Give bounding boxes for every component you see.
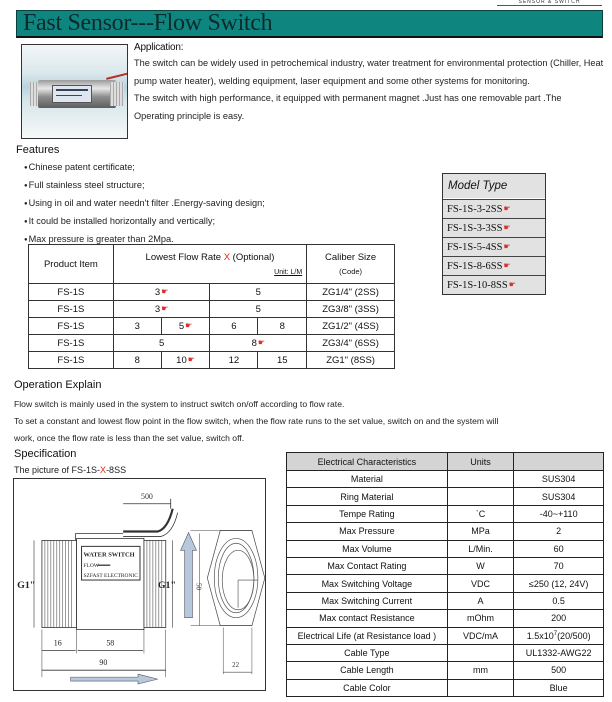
header-units: Units (447, 453, 514, 471)
unit-label: Unit: L/M (274, 269, 303, 276)
svg-text:50: 50 (194, 583, 202, 590)
title-band (16, 10, 603, 38)
model-item: FS-1S-3-3SS☛ (443, 218, 545, 237)
application-paragraph-2: The switch with high performance, it equipped with permanent magnet .Just has one removable part .The Operating principle is easy. (134, 93, 562, 121)
electrical-characteristics-table (286, 452, 604, 697)
table-row: FS-1S 8 10☛ 12 15 ZG1" (8SS) (29, 352, 395, 369)
pointing-hand-icon: ☛ (161, 286, 169, 296)
svg-text:22: 22 (232, 662, 240, 670)
table-row: FS-1S 3☛ 5 ZG1/4" (2SS) (29, 284, 395, 301)
header-product-item: Product Item (29, 245, 114, 284)
table-row: Cable Color Blue (287, 679, 604, 696)
table-row: Cable Type UL1332-AWG22 (287, 644, 604, 661)
pointing-hand-icon: ☛ (503, 261, 511, 270)
pointing-hand-icon: ☛ (257, 337, 266, 347)
vertical-flow-arrow (181, 532, 197, 617)
svg-text:SZFAST ELECTRONIC: SZFAST ELECTRONIC (83, 573, 138, 580)
flow-direction-arrow (71, 674, 158, 684)
feature-item: ● It could be installed horizontally and vertically; (24, 213, 265, 231)
table-row: FS-1S 5 8☛ ZG3/4" (6SS) (29, 335, 395, 352)
corner-caption: SENSOR & SWITCH (497, 0, 602, 6)
header-value (514, 453, 604, 471)
model-item: FS-1S-8-6SS☛ (443, 256, 545, 275)
page-title: Fast Sensor---Flow Switch (23, 10, 273, 36)
flow-rate-table (28, 244, 395, 369)
model-type-box (442, 173, 546, 295)
cable-wire (106, 72, 128, 80)
model-item: FS-1S-5-4SS☛ (443, 237, 545, 256)
table-header-row (29, 245, 395, 284)
table-row: Max Contact Rating W 70 (287, 557, 604, 574)
switch-label (52, 85, 92, 103)
cable-length-dim: 500 (140, 491, 153, 501)
svg-text:90: 90 (99, 658, 108, 668)
table-row: FS-1S 3 5☛ 6 8 ZG1/2" (4SS) (29, 318, 395, 335)
table-row: Max Pressure MPa 2 (287, 523, 604, 540)
product-photo (21, 44, 128, 139)
feature-item: ● Using in oil and water needn't filter .Energy-saving design; (24, 195, 265, 213)
pointing-hand-icon: ☛ (161, 303, 169, 313)
feature-item: ● Full stainless steel structure; (24, 177, 265, 195)
dimension-diagram (13, 478, 266, 691)
features-heading: Features (16, 144, 60, 156)
table-row: Ring Material SUS304 (287, 488, 604, 505)
feature-item: ● Chinese patent certificate; (24, 159, 265, 177)
pointing-hand-icon: ☛ (503, 242, 511, 251)
operation-paragraph-1: Flow switch is mainly used in the system to instruct switch on/off according to flow rate. (14, 399, 345, 409)
thread-right-label: G1" (157, 579, 176, 591)
svg-text:WATER SWITCH: WATER SWITCH (83, 551, 135, 559)
table-header-row (287, 453, 604, 471)
application-paragraph-1: The switch can be widely used in petrochemical industry, water treatment for environmental protection (Chiller, Heat pump water heater), welding equipment, laser equipment and some other systems for monitoring. (134, 58, 604, 86)
table-row: Max contact Resistance mOhm 200 (287, 610, 604, 627)
features-list (24, 159, 265, 249)
table-row: Cable Length mm 500 (287, 662, 604, 679)
table-row: Tempe Rating ˋC -40~+110 (287, 505, 604, 522)
svg-text:16: 16 (53, 638, 62, 648)
model-item: FS-1S-3-2SS☛ (443, 199, 545, 218)
operation-paragraph-3: work, once the flow rate is less than the set value, switch off. (14, 433, 245, 443)
table-row: Electrical Life (at Resistance load ) VDC/mA $1.5x10^7(20/500)$ (287, 627, 604, 644)
model-item: FS-1S-10-8SS☛ (443, 275, 545, 294)
svg-text:FLOW: FLOW (83, 563, 99, 570)
table-row: FS-1S 3☛ 5 ZG3/8" (3SS) (29, 301, 395, 318)
operation-heading: Operation Explain (14, 379, 102, 391)
header-caliber-size: Caliber Size (Code) (307, 245, 395, 284)
thread-right (110, 82, 124, 106)
model-type-heading: Model Type (443, 174, 545, 199)
table-row: Max Volume L/Min. 60 (287, 540, 604, 557)
pointing-hand-icon: ☛ (503, 223, 511, 232)
pointing-hand-icon: ☛ (508, 280, 516, 289)
pointing-hand-icon: ☛ (503, 204, 511, 213)
application-heading: Application: (134, 42, 184, 53)
svg-text:58: 58 (106, 638, 115, 648)
header-lowest-flow-rate: Lowest Flow Rate X (Optional) Unit: L/M (113, 245, 306, 284)
table-row: Max Switching Current A 0.5 (287, 592, 604, 609)
hex-end-view (207, 531, 264, 626)
table-row: Max Switching Voltage VDC ≤250 (12, 24V) (287, 575, 604, 592)
feature-item: ● Max pressure is greater than 2Mpa. (24, 231, 265, 249)
specification-heading: Specification (14, 448, 77, 460)
table-row: Material SUS304 (287, 471, 604, 488)
picture-caption: The picture of FS-1S-X-8SS (14, 465, 127, 475)
thread-left-label: G1" (17, 579, 36, 591)
pointing-hand-icon: ☛ (185, 320, 193, 330)
header-characteristic: Electrical Characteristics (287, 453, 448, 471)
application-section (134, 42, 604, 125)
pointing-hand-icon: ☛ (187, 354, 195, 364)
operation-paragraph-2: To set a constant and lowest flow point in the flow switch, when the flow rate runs to the set value, switch on and the system will (14, 416, 499, 426)
